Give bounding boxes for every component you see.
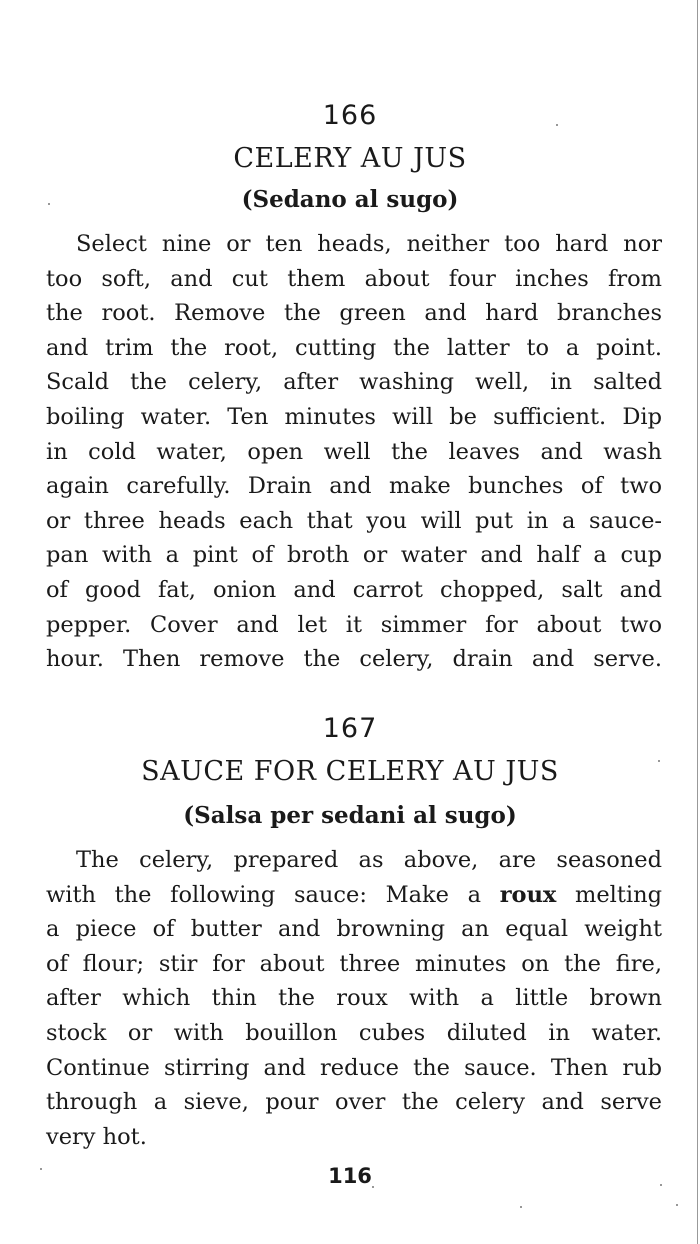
scan-speck: [40, 1168, 42, 1170]
text-line: hour. Then remove the celery, drain and serve.: [46, 646, 662, 673]
text-line: in cold water, open well the leaves and wash: [46, 438, 662, 465]
text-line: of flour; stir for about three minutes on the fire,: [46, 950, 662, 977]
text-line: stock or with bouillon cubes diluted in water.: [46, 1019, 662, 1046]
text-line: Scald the celery, after washing well, in salted: [46, 369, 662, 396]
scan-speck: [372, 1186, 374, 1188]
text-line: a piece of butter and browning an equal weight: [46, 916, 662, 943]
recipe-title: CELERY AU JUS: [233, 143, 467, 174]
text-line: pepper. Cover and let it simmer for about two: [46, 611, 662, 638]
text-line: and trim the root, cutting the latter to a point.: [46, 334, 662, 361]
recipe-number: 167: [322, 713, 378, 744]
scan-speck: [660, 1184, 662, 1186]
recipe-title: SAUCE FOR CELERY AU JUS: [141, 756, 559, 787]
bold-term: roux: [499, 881, 557, 908]
recipe-body: [46, 227, 662, 677]
text-line: through a sieve, pour over the celery and serve: [46, 1089, 662, 1116]
page-number: 116: [328, 1164, 372, 1188]
text-line: pan with a pint of broth or water and half a cup: [46, 542, 662, 569]
text-line: Continue stirring and reduce the sauce. Then rub: [46, 1054, 662, 1081]
recipe-subtitle: (Sedano al sugo): [241, 186, 459, 213]
text-line: The celery, prepared as above, are seasoned: [76, 847, 662, 873]
text-line: very hot.: [46, 1123, 147, 1150]
text-line: again carefully. Drain and make bunches of two: [46, 473, 662, 500]
scan-speck: [676, 1204, 678, 1206]
text-line: Select nine or ten heads, neither too hard nor: [76, 231, 662, 257]
text-line: with the following sauce: Make a roux melting: [46, 881, 662, 908]
text-line: the root. Remove the green and hard branches: [46, 300, 662, 327]
text-line: after which thin the roux with a little brown: [46, 985, 662, 1012]
scan-speck: [520, 1206, 522, 1208]
text-line: of good fat, onion and carrot chopped, salt and: [46, 576, 662, 603]
recipe-body: [46, 843, 662, 1154]
text-line: too soft, and cut them about four inches from: [46, 265, 662, 292]
text-line: boiling water. Ten minutes will be sufficient. Dip: [46, 403, 662, 430]
recipe-number: 166: [322, 100, 378, 131]
text-line: or three heads each that you will put in a sauce-: [46, 507, 662, 534]
scan-speck: [556, 124, 558, 126]
scan-speck: [48, 203, 50, 205]
recipe-subtitle: (Salsa per sedani al sugo): [183, 802, 517, 829]
scan-speck: [658, 760, 660, 762]
